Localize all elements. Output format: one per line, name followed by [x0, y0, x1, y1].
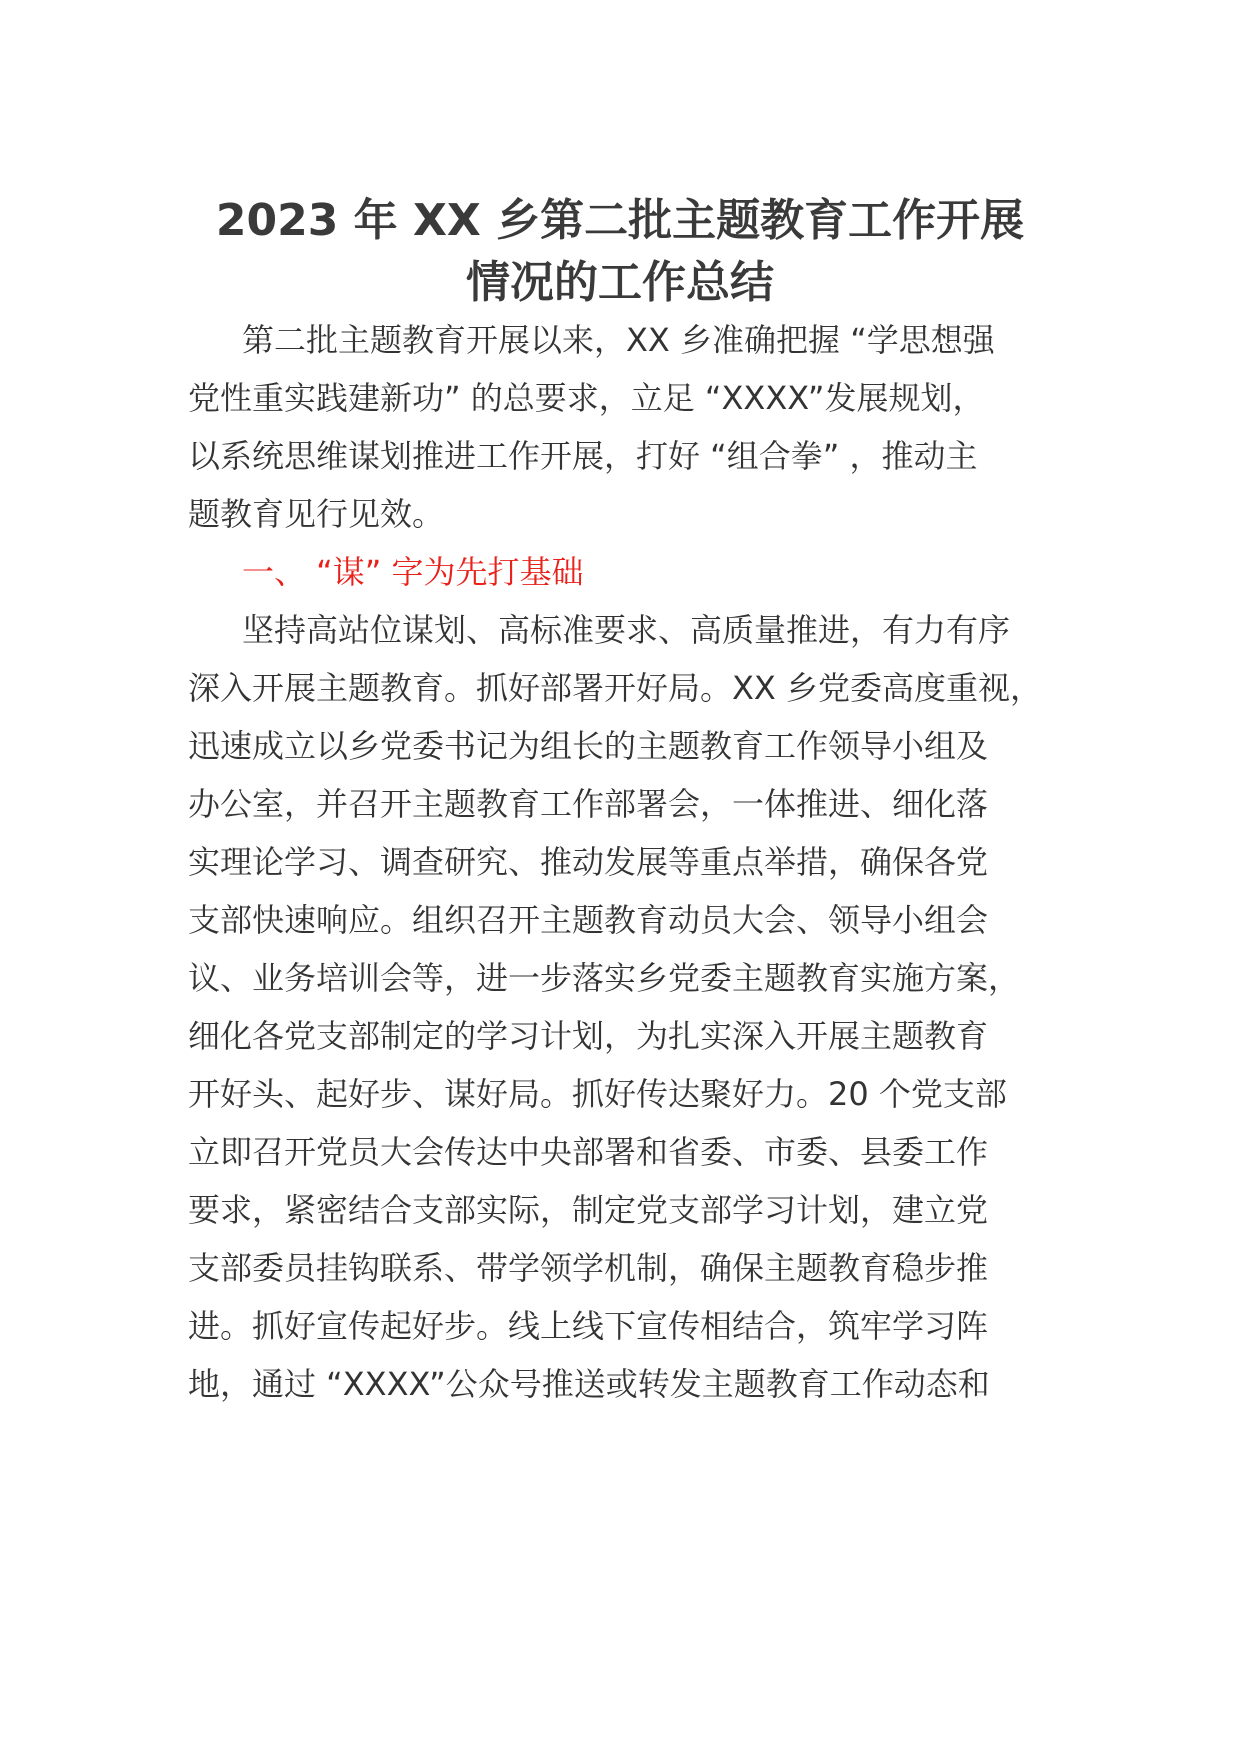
intro-line-2: 党性重实践建新功” 的总要求，立足 “XXXX”发展规划， — [188, 379, 985, 417]
section1-line-14: 地，通过 “XXXX”公众号推送或转发主题教育工作动态和 — [188, 1365, 990, 1403]
section1-line-2: 深入开展主题教育。抓好部署开好局。XX 乡党委高度重视， — [188, 669, 1043, 707]
section1-line-11: 要求，紧密结合支部实际，制定党支部学习计划，建立党 — [188, 1191, 989, 1229]
section1-line-3: 迅速成立以乡党委书记为组长的主题教育工作领导小组及 — [188, 727, 989, 765]
section1-line-7: 议、业务培训会等，进一步落实乡党委主题教育实施方案， — [188, 959, 1021, 997]
section1-line-4: 办公室，并召开主题教育工作部署会，一体推进、细化落 — [188, 785, 989, 823]
section1-line-10: 立即召开党员大会传达中央部署和省委、市委、县委工作 — [188, 1133, 989, 1171]
intro-line-3: 以系统思维谋划推进工作开展，打好 “组合拳” ，推动主 — [188, 437, 978, 475]
section1-line-8: 细化各党支部制定的学习计划，为扎实深入开展主题教育 — [188, 1017, 989, 1055]
intro-line-1: 第二批主题教育开展以来，XX 乡准确把握 “学思想强 — [242, 321, 995, 359]
section1-line-12: 支部委员挂钩联系、带学领学机制，确保主题教育稳步推 — [188, 1249, 989, 1287]
section1-line-13: 进。抓好宣传起好步。线上线下宣传相结合，筑牢学习阵 — [188, 1307, 989, 1345]
title-line-2: 情况的工作总结 — [466, 257, 774, 308]
section-heading-1: 一、 “谋” 字为先打基础 — [242, 553, 584, 591]
section1-line-6: 支部快速响应。组织召开主题教育动员大会、领导小组会 — [188, 901, 989, 939]
title-line-1: 2023 年 XX 乡第二批主题教育工作开展 — [215, 195, 1025, 246]
intro-line-4: 题教育见行见效。 — [188, 495, 445, 533]
document-title — [140, 190, 1100, 314]
section1-line-9: 开好头、起好步、谋好局。抓好传达聚好力。20 个党支部 — [188, 1075, 1007, 1113]
section1-line-5: 实理论学习、调查研究、推动发展等重点举措，确保各党 — [188, 843, 989, 881]
section1-line-1: 坚持高站位谋划、高标准要求、高质量推进，有力有序 — [242, 611, 1011, 649]
